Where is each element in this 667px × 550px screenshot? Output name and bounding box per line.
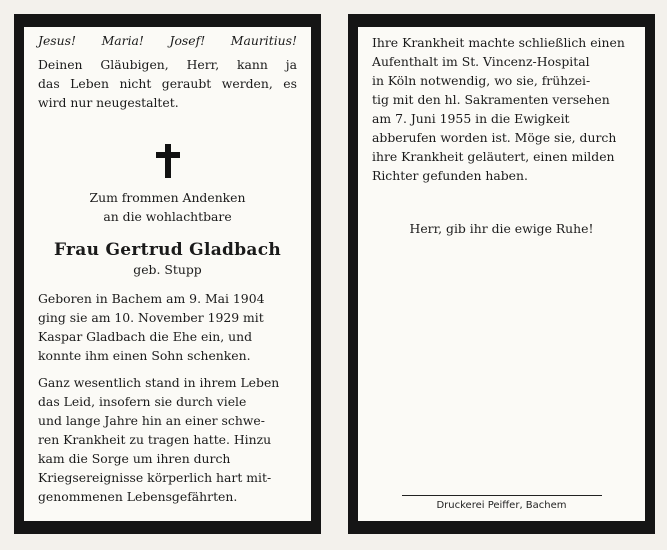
left-card-border (14, 14, 321, 534)
right-card-border (348, 14, 655, 534)
divider (402, 495, 602, 496)
bio-line: konnte ihm einen Sohn schenken. (38, 348, 251, 363)
printer-name: Druckerei Peiffer, Bachem (436, 500, 567, 511)
bio-line: und lange Jahre hin an einer schwe- (38, 413, 265, 428)
deceased-name: Frau Gertrud Gladbach (53, 240, 282, 260)
maiden-name: geb. Stupp (133, 262, 202, 277)
biography-paragraph-2 (38, 373, 297, 506)
printer-imprint (358, 495, 645, 511)
invocation-word: Mauritius! (230, 33, 297, 48)
memorial-line: Zum frommen Andenken (89, 190, 246, 205)
bio-line: ging sie am 10. November 1929 mit (38, 310, 264, 325)
invocation-line (38, 33, 297, 48)
cross-icon (156, 144, 180, 178)
invocation-word: Jesus! (38, 33, 76, 48)
memorial-line: an die wohlachtbare (103, 209, 232, 224)
bio-line: Geboren in Bachem am 9. Mai 1904 (38, 291, 265, 306)
verse-line: Deinen Gläubigen, Herr, kann ja (38, 57, 297, 72)
bio-line: ren Krankheit zu tragen hatte. Hinzu (38, 432, 272, 447)
text-line: tig mit den hl. Sakramenten versehen (372, 92, 610, 107)
text-line: in Köln notwendig, wo sie, frühzei- (372, 73, 591, 88)
text-line: am 7. Juni 1955 in die Ewigkeit (372, 111, 570, 126)
text-line: Richter gefunden haben. (372, 168, 528, 183)
bio-line: kam die Sorge um ihren durch (38, 451, 231, 466)
invocation-word: Josef! (169, 33, 206, 48)
left-card-page (24, 27, 311, 521)
bio-line: Kriegsereignisse körperlich hart mit- (38, 470, 272, 485)
invocation-word: Maria! (101, 33, 144, 48)
verse (38, 55, 297, 112)
text-line: abberufen worden ist. Möge sie, durch (372, 130, 617, 145)
text-line: ihre Krankheit geläutert, einen milden (372, 149, 615, 164)
bio-line: Kaspar Gladbach die Ehe ein, und (38, 329, 253, 344)
illness-paragraph (372, 33, 631, 185)
verse-line: das Leben nicht geraubt werden, es (38, 76, 297, 91)
text-line: Aufenthalt im St. Vincenz-Hospital (372, 54, 590, 69)
verse-line: wird nur neugestaltet. (38, 95, 179, 110)
bio-line: Ganz wesentlich stand in ihrem Leben (38, 375, 280, 390)
bio-line: das Leid, insofern sie durch viele (38, 394, 247, 409)
bio-line: genommenen Lebensgefährten. (38, 489, 238, 504)
biography-paragraph-1 (38, 289, 297, 365)
right-card-page (358, 27, 645, 521)
text-line: Ihre Krankheit machte schließlich einen (372, 35, 625, 50)
prayer: Herr, gib ihr die ewige Ruhe! (409, 221, 594, 236)
